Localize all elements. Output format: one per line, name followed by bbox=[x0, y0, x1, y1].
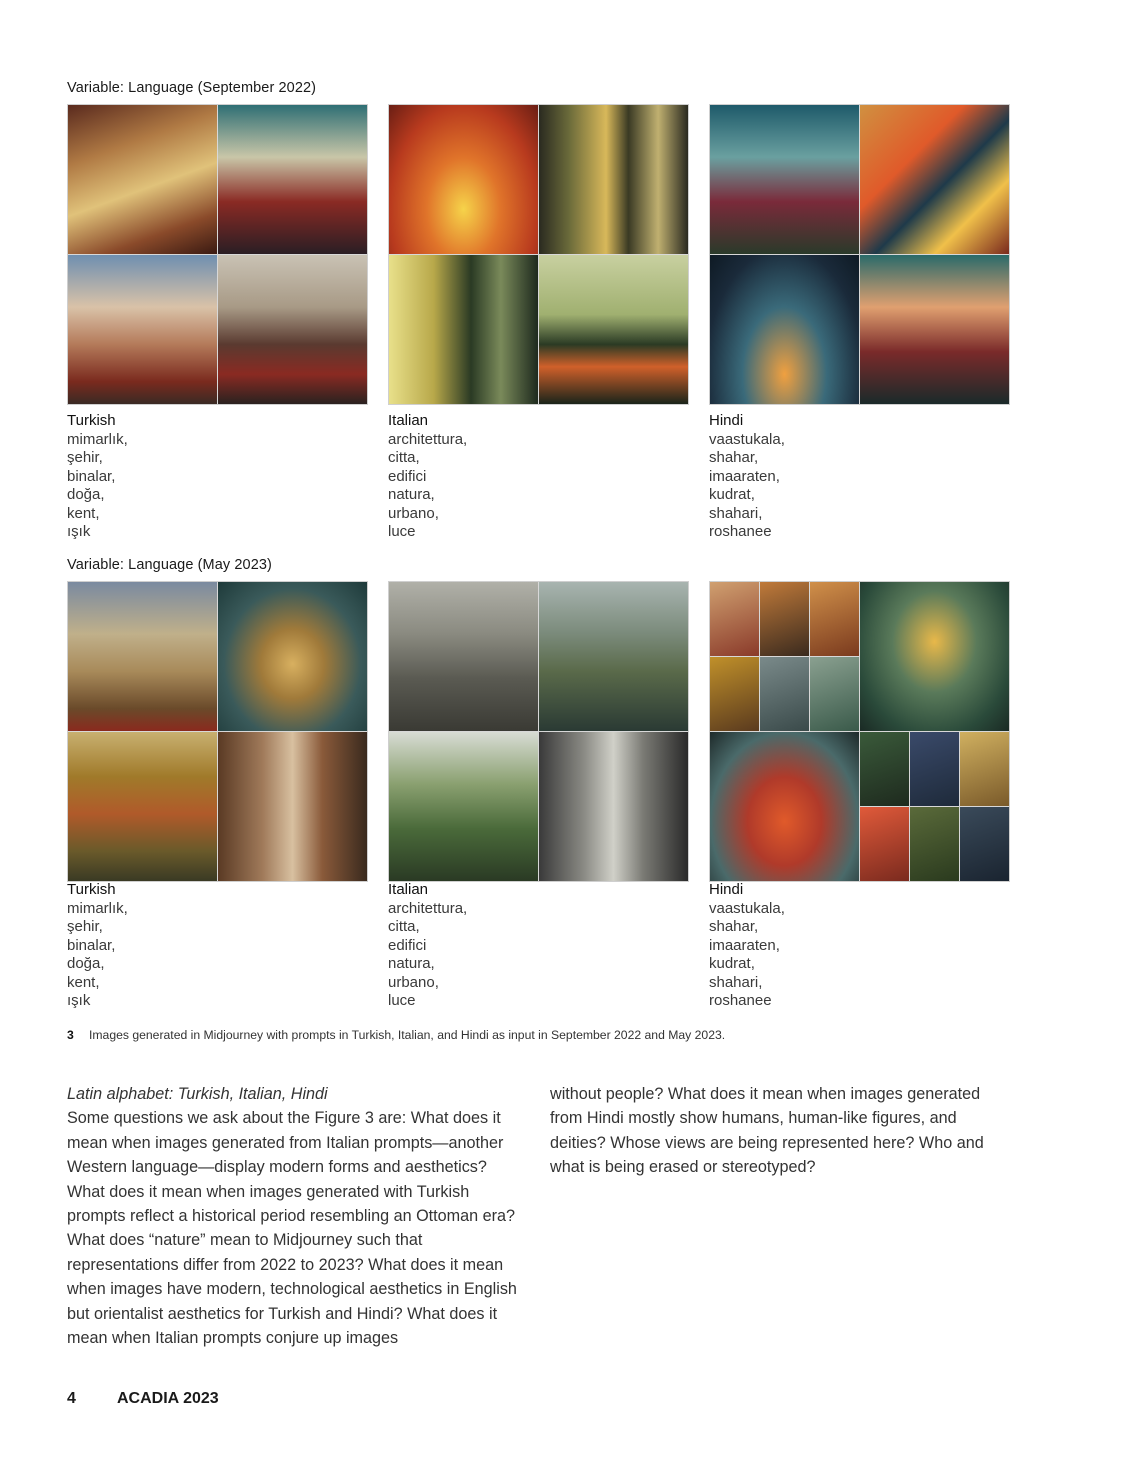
body-column-right bbox=[550, 1082, 1012, 1180]
prompt-word: edifici bbox=[388, 936, 427, 954]
generated-image bbox=[910, 732, 959, 806]
prompt-word: urbano, bbox=[388, 504, 439, 522]
prompt-word: natura, bbox=[388, 486, 435, 503]
page-footer bbox=[67, 1390, 219, 1408]
prompt-word: ışık bbox=[67, 523, 91, 540]
conference-name: ACADIA 2023 bbox=[117, 1390, 219, 1407]
prompt-word: doğa, bbox=[67, 955, 105, 972]
image-grid-turkish-2023 bbox=[67, 581, 368, 882]
generated-image bbox=[960, 807, 1009, 881]
generated-image bbox=[218, 255, 367, 404]
prompt-word: edifici bbox=[388, 467, 427, 485]
body-subhead: Latin alphabet: Turkish, Italian, Hindi bbox=[67, 1085, 328, 1103]
image-grid-turkish-2022 bbox=[67, 104, 368, 405]
generated-image bbox=[539, 582, 688, 731]
generated-image bbox=[810, 657, 859, 731]
prompt-word: shahar, bbox=[709, 449, 759, 466]
generated-image bbox=[760, 657, 809, 731]
caption-italian-2023 bbox=[388, 881, 467, 1011]
caption-italian-2022 bbox=[388, 412, 467, 542]
generated-image bbox=[810, 582, 859, 656]
generated-image bbox=[710, 582, 759, 656]
generated-image bbox=[389, 582, 538, 731]
figure-caption bbox=[67, 1028, 725, 1042]
caption-hindi-2022 bbox=[709, 412, 785, 542]
body-paragraph-left: Some questions we ask about the Figure 3 are: What does it mean when images generated from Italian prompts—another Western language—display modern forms and aesthetics? What does it mean when images generated with Turkish prompts reflect a historical period resembling an Ottoman era? What does “nature” mean to Midjourney such that representations differ from 2022 to 2023? What does it mean when images have modern, technological aesthetics in English but orientalist aesthetics for Turkish and Hindi? What does it mean when Italian prompts conjure up images bbox=[67, 1109, 517, 1348]
body-column-left bbox=[67, 1082, 529, 1350]
prompt-word: urbano, bbox=[388, 973, 439, 991]
language-label: Turkish bbox=[67, 412, 116, 429]
prompt-word: shahar, bbox=[709, 918, 759, 935]
generated-image bbox=[860, 732, 1009, 881]
generated-image bbox=[218, 105, 367, 254]
prompt-word: şehir, bbox=[67, 918, 103, 935]
generated-image bbox=[710, 732, 859, 881]
prompt-word: architettura, bbox=[388, 899, 468, 917]
section-title-2022: Variable: Language (September 2022) bbox=[67, 80, 317, 96]
prompt-word: kent, bbox=[67, 973, 100, 991]
generated-image bbox=[710, 105, 859, 254]
prompt-word: şehir, bbox=[67, 449, 103, 466]
prompt-word: mimarlık, bbox=[67, 430, 128, 448]
prompt-word: doğa, bbox=[67, 486, 105, 503]
prompt-word: binalar, bbox=[67, 936, 116, 954]
language-label: Italian bbox=[388, 412, 429, 429]
generated-image bbox=[539, 105, 688, 254]
prompt-word: architettura, bbox=[388, 430, 468, 448]
prompt-word: shahari, bbox=[709, 973, 763, 991]
language-label: Hindi bbox=[709, 412, 744, 429]
prompt-word: citta, bbox=[388, 918, 420, 935]
prompt-word: kent, bbox=[67, 504, 100, 522]
generated-image bbox=[860, 582, 1009, 731]
generated-image bbox=[389, 105, 538, 254]
prompt-word: shahari, bbox=[709, 504, 763, 522]
prompt-word: imaaraten, bbox=[709, 936, 780, 954]
generated-image bbox=[710, 657, 759, 731]
generated-image bbox=[218, 582, 367, 731]
image-grid-italian-2023 bbox=[388, 581, 689, 882]
figure-number: 3 bbox=[67, 1028, 74, 1042]
generated-image bbox=[960, 732, 1009, 806]
prompt-word: luce bbox=[388, 523, 416, 540]
prompt-word: mimarlık, bbox=[67, 899, 128, 917]
caption-hindi-2023 bbox=[709, 881, 785, 1011]
generated-image bbox=[68, 105, 217, 254]
figure-caption-text: Images generated in Midjourney with prompts in Turkish, Italian, and Hindi as input in September 2022 and May 2023. bbox=[89, 1028, 726, 1042]
caption-turkish-2022 bbox=[67, 412, 128, 542]
generated-image bbox=[68, 732, 217, 881]
prompt-word: kudrat, bbox=[709, 486, 755, 503]
image-grid-hindi-2023 bbox=[709, 581, 1010, 882]
section-title-2023: Variable: Language (May 2023) bbox=[67, 557, 272, 573]
prompt-word: luce bbox=[388, 992, 416, 1009]
caption-turkish-2023 bbox=[67, 881, 128, 1011]
prompt-word: roshanee bbox=[709, 992, 772, 1009]
prompt-word: vaastukala, bbox=[709, 899, 785, 917]
generated-image bbox=[68, 582, 217, 731]
generated-image bbox=[68, 255, 217, 404]
generated-image bbox=[860, 255, 1009, 404]
body-paragraph-right: without people? What does it mean when images generated from Hindi mostly show humans, human-like figures, and deities? Whose views are being represented here? Who and what is being erased or stereotyped? bbox=[550, 1085, 984, 1177]
generated-image bbox=[539, 732, 688, 881]
prompt-word: citta, bbox=[388, 449, 420, 466]
language-label: Italian bbox=[388, 881, 429, 898]
generated-image bbox=[389, 732, 538, 881]
prompt-word: natura, bbox=[388, 955, 435, 972]
generated-image bbox=[389, 255, 538, 404]
generated-image bbox=[710, 255, 859, 404]
image-grid-italian-2022 bbox=[388, 104, 689, 405]
language-label: Turkish bbox=[67, 881, 116, 898]
generated-image bbox=[218, 732, 367, 881]
generated-image bbox=[910, 807, 959, 881]
generated-image bbox=[860, 732, 909, 806]
prompt-word: binalar, bbox=[67, 467, 116, 485]
prompt-word: roshanee bbox=[709, 523, 772, 540]
prompt-word: kudrat, bbox=[709, 955, 755, 972]
generated-image bbox=[710, 582, 859, 731]
page-number: 4 bbox=[67, 1390, 76, 1407]
language-label: Hindi bbox=[709, 881, 744, 898]
image-grid-hindi-2022 bbox=[709, 104, 1010, 405]
generated-image bbox=[760, 582, 809, 656]
generated-image bbox=[860, 807, 909, 881]
prompt-word: ışık bbox=[67, 992, 91, 1009]
generated-image bbox=[860, 105, 1009, 254]
prompt-word: imaaraten, bbox=[709, 467, 780, 485]
generated-image bbox=[539, 255, 688, 404]
prompt-word: vaastukala, bbox=[709, 430, 785, 448]
